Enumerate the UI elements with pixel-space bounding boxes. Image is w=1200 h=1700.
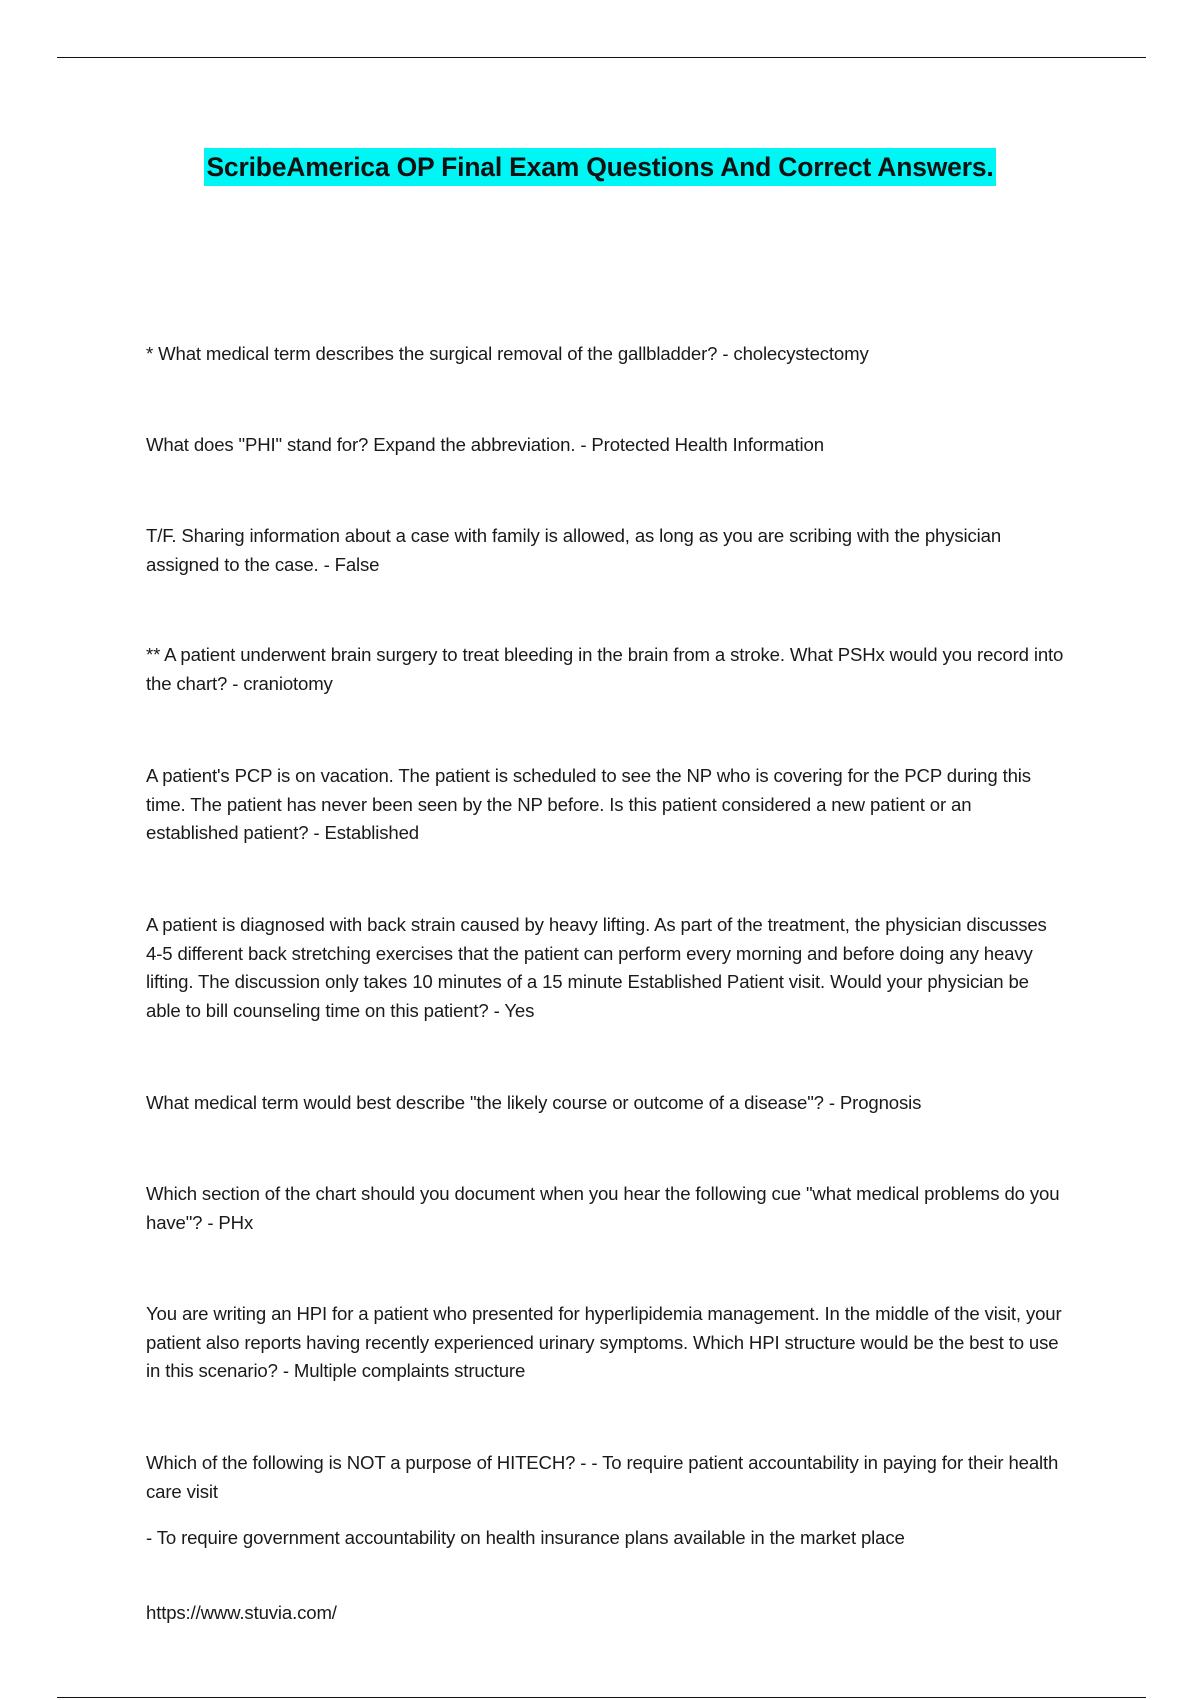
- qa-item-1: * What medical term describes the surgical removal of the gallbladder? - cholecystectomy: [146, 343, 869, 364]
- qa-item-8: Which section of the chart should you document when you hear the following cue "what medical problems do you have"? - PHx: [146, 1183, 1060, 1233]
- top-rule: [57, 57, 1146, 58]
- qa-item-7: What medical term would best describe "the likely course or outcome of a disease"? - Prognosis: [146, 1092, 922, 1113]
- bottom-rule: [57, 1697, 1146, 1698]
- qa-item-3: T/F. Sharing information about a case with family is allowed, as long as you are scribing with the physician assigned to the case. - False: [146, 525, 1002, 575]
- qa-item-11: - To require government accountability on health insurance plans available in the market place: [146, 1527, 905, 1548]
- qa-item-9: You are writing an HPI for a patient who presented for hyperlipidemia management. In the middle of the visit, your patient also reports having recently experienced urinary symptoms. Which HPI structure would be the best to use in this scenario? - Multiple complaints structure: [146, 1303, 1062, 1381]
- document-title: ScribeAmerica OP Final Exam Questions And Correct Answers.: [204, 148, 995, 186]
- qa-item-2: What does "PHI" stand for? Expand the abbreviation. - Protected Health Information: [146, 434, 824, 455]
- title-container: [0, 148, 1200, 186]
- qa-item-5: A patient's PCP is on vacation. The patient is scheduled to see the NP who is covering for the PCP during this time. The patient has never been seen by the NP before. Is this patient considered a new patient or an established patient? - Established: [146, 765, 1031, 843]
- footer-url: https://www.stuvia.com/: [146, 1602, 337, 1623]
- qa-item-6: A patient is diagnosed with back strain caused by heavy lifting. As part of the treatment, the physician discusses 4-5 different back stretching exercises that the patient can perform every morning and before doing any heavy lifting. The discussion only takes 10 minutes of a 15 minute Established Patient visit. Would your physician be able to bill counseling time on this patient? - Yes: [146, 914, 1047, 1021]
- qa-item-10: Which of the following is NOT a purpose of HITECH? - - To require patient accountability in paying for their health care visit: [146, 1452, 1059, 1502]
- qa-item-4: ** A patient underwent brain surgery to treat bleeding in the brain from a stroke. What PSHx would you record into the chart? - craniotomy: [146, 644, 1064, 694]
